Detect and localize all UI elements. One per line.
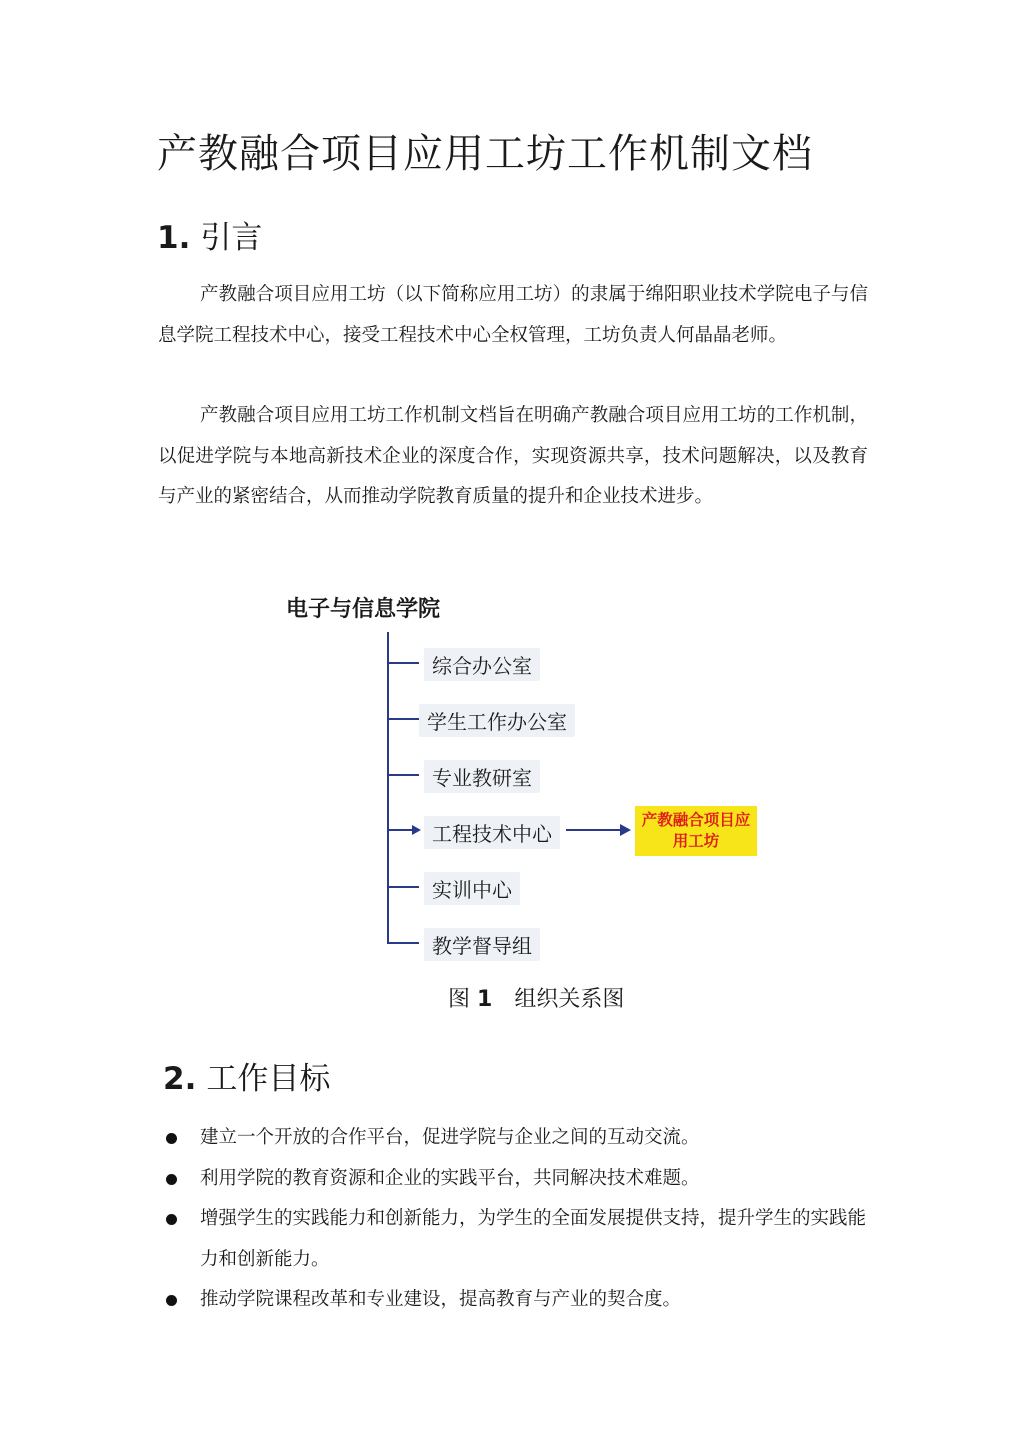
section-title: 工作目标 [206,1061,331,1097]
list-item [158,1118,870,1159]
diagram-root-node: 电子与信息学院 [286,597,441,622]
caption-text: 组织关系图 [514,987,625,1012]
caption-number: 1 [477,987,493,1012]
diagram-node-training-center: 实训中心 [424,872,520,905]
goal-text: 增强学生的实践能力和创新能力，为学生的全面发展提供支持，提升学生的实践能力和创新能力。 [200,1208,867,1270]
bullet-icon [166,1133,177,1144]
goal-text: 推动学院课程改革和专业建设，提高教育与产业的契合度。 [200,1289,682,1310]
section-heading-goals [163,1053,330,1098]
intro-paragraph-1: 产教融合项目应用工坊（以下简称应用工坊）的隶属于绵阳职业技术学院电子与信息学院工程技术中心，接受工程技术中心全权管理，工坊负责人何晶晶老师。 [158,284,868,346]
diagram-branch-line [389,942,419,944]
diagram-node-workshop: 产教融合项目应用工坊 [635,806,757,856]
bullet-icon [166,1174,177,1185]
list-item [158,1280,870,1321]
diagram-branch-arrow [412,825,421,835]
diagram-trunk-line [387,632,389,944]
diagram-branch-line [389,774,419,776]
bullet-icon [166,1295,177,1306]
bullet-icon [166,1214,177,1225]
goal-text: 建立一个开放的合作平台，促进学院与企业之间的互动交流。 [200,1127,700,1148]
diagram-node-general-office: 综合办公室 [424,648,540,681]
intro-paragraph-2: 产教融合项目应用工坊工作机制文档旨在明确产教融合项目应用工坊的工作机制，以促进学院与本地高新技术企业的深度合作，实现资源共享，技术问题解决，以及教育与产业的紧密结合，从而推动学院教育质量的提升和企业技术进步。 [158,405,868,507]
section-heading-introduction [157,212,262,257]
section-number: 2. [163,1061,197,1097]
figure-caption [448,982,624,1013]
diagram-node-engineering-center: 工程技术中心 [424,816,560,849]
page-title: 产教融合项目应用工坊工作机制文档 [157,131,813,177]
diagram-branch-line [389,718,419,720]
diagram-branch-line [389,886,419,888]
diagram-branch-line [389,662,419,664]
goals-list [158,1118,870,1321]
list-item [158,1199,870,1280]
section-title: 引言 [200,220,263,256]
goal-text: 利用学院的教育资源和企业的实践平台，共同解决技术难题。 [200,1167,700,1189]
diagram-node-teaching-research: 专业教研室 [424,760,540,793]
diagram-arrow-line [566,829,622,831]
caption-label: 图 [448,987,471,1012]
diagram-node-supervision-group: 教学督导组 [424,928,540,961]
section-number: 1. [157,220,191,256]
list-item [158,1159,870,1200]
diagram-branch-line [389,829,413,831]
diagram-node-student-affairs: 学生工作办公室 [419,704,575,737]
diagram-arrow-head [620,824,631,836]
